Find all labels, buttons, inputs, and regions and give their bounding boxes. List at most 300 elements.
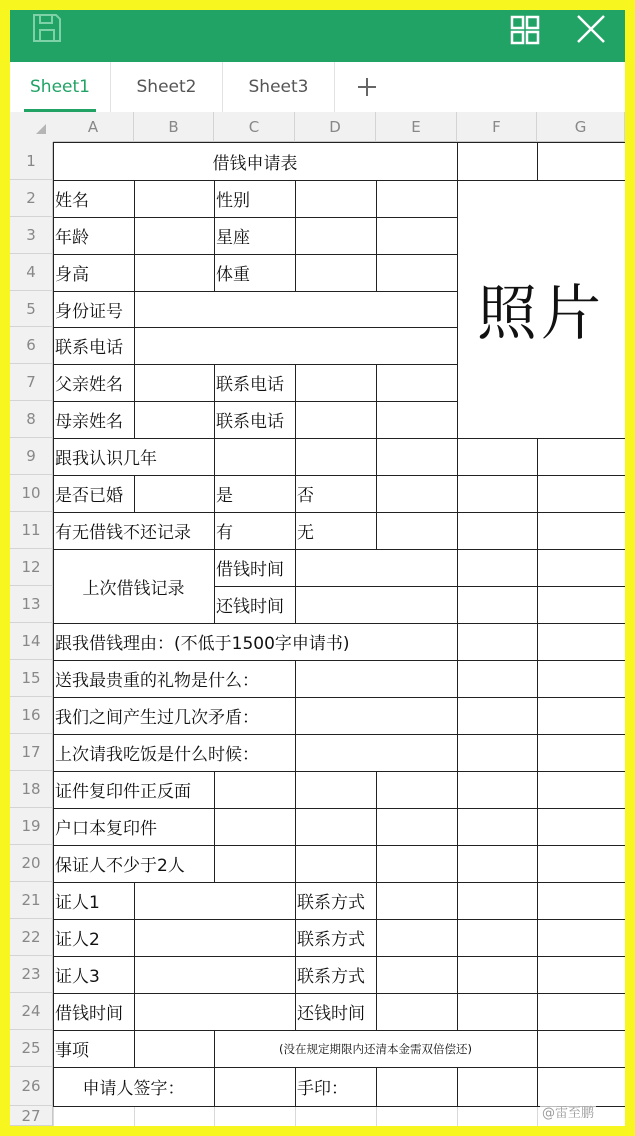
cell-border <box>625 956 626 994</box>
cell-border <box>53 364 135 365</box>
cell-return-time-value[interactable] <box>376 993 457 1030</box>
cell-border <box>457 623 458 661</box>
cell-married-no[interactable]: 否 <box>295 475 376 512</box>
cell-default-yes[interactable]: 有 <box>214 512 295 549</box>
cell-border <box>53 697 54 735</box>
column-header-c[interactable]: C <box>214 112 295 142</box>
row-header-9[interactable]: 9 <box>10 438 53 475</box>
cell-id-value[interactable] <box>134 291 457 327</box>
cell-border <box>295 549 296 587</box>
row-header-2[interactable]: 2 <box>10 180 53 217</box>
row-header-18[interactable]: 18 <box>10 771 53 808</box>
cell-border <box>134 254 135 292</box>
cell-border <box>537 808 538 846</box>
column-header-e[interactable]: E <box>376 112 457 142</box>
cell-e9[interactable] <box>376 438 457 475</box>
cell-return-time-label[interactable]: 还钱时间 <box>295 993 376 1030</box>
cell-border <box>625 919 626 957</box>
cell-g25[interactable] <box>537 1030 625 1067</box>
cell-border <box>295 254 296 292</box>
cell-title[interactable]: 借钱申请表 <box>53 142 457 180</box>
row-header-21[interactable]: 21 <box>10 882 53 919</box>
cell-border <box>537 475 538 513</box>
row-header-23[interactable]: 23 <box>10 956 53 993</box>
cell-father-phone-value[interactable] <box>295 364 376 401</box>
cell-g11[interactable] <box>537 512 625 549</box>
cell-border <box>625 660 626 698</box>
cell-border <box>295 993 377 994</box>
cell-age-value[interactable] <box>134 217 214 254</box>
cell-name-label[interactable]: 姓名 <box>53 180 134 217</box>
cell-f12[interactable] <box>457 549 537 586</box>
cell-border <box>457 993 458 1031</box>
cell-border <box>295 697 296 735</box>
cell-border <box>295 217 377 218</box>
cell-border <box>537 919 626 920</box>
cell-e8[interactable] <box>376 401 457 438</box>
cell-f14[interactable] <box>457 623 537 660</box>
row-header-1[interactable]: 1 <box>10 142 53 180</box>
cell-border <box>295 180 377 181</box>
cell-border <box>214 512 215 550</box>
cell-border <box>537 586 626 587</box>
cell-border <box>457 697 538 698</box>
row-header-24[interactable]: 24 <box>10 993 53 1030</box>
cell-d9[interactable] <box>295 438 376 475</box>
row-header-16[interactable]: 16 <box>10 697 53 734</box>
cell-border <box>537 142 538 181</box>
cell-witness1-contact-label[interactable]: 联系方式 <box>295 882 376 919</box>
cell-border <box>625 734 626 772</box>
cell-border <box>376 217 377 255</box>
cell-borrow-time-label[interactable]: 借钱时间 <box>214 549 295 586</box>
cell-matter-value[interactable] <box>134 1030 214 1067</box>
cell-witness2-label[interactable]: 证人2 <box>53 919 134 956</box>
row-header-7[interactable]: 7 <box>10 364 53 401</box>
cell-loan-time-value[interactable] <box>134 993 295 1030</box>
cell-border <box>214 549 215 587</box>
row-header-11[interactable]: 11 <box>10 512 53 549</box>
cell-border <box>457 586 458 624</box>
cell-fingerprint-value[interactable] <box>376 1067 457 1106</box>
cell-border <box>457 512 538 513</box>
column-header-g[interactable]: G <box>537 112 625 142</box>
cell-matter-note[interactable]: (没在规定期限内还清本金需双倍偿还) <box>214 1030 537 1067</box>
cell-border <box>134 1030 215 1031</box>
cell-d19[interactable] <box>295 808 376 845</box>
cell-border <box>214 808 215 846</box>
cell-border <box>376 254 377 292</box>
cell-married-yes[interactable]: 是 <box>214 475 295 512</box>
cell-meal-value[interactable] <box>295 734 457 771</box>
cell-border <box>295 845 296 883</box>
cell-border <box>214 217 296 218</box>
cell-e4[interactable] <box>376 254 457 291</box>
cell-border <box>537 549 626 550</box>
cell-border <box>457 808 458 846</box>
cell-border <box>295 734 296 772</box>
row-header-13[interactable]: 13 <box>10 586 53 623</box>
cell-gender-value[interactable] <box>295 180 376 217</box>
cell-border <box>537 956 626 957</box>
cell-father-phone-label[interactable]: 联系电话 <box>214 364 295 401</box>
cell-f23[interactable] <box>457 956 537 993</box>
cell-border <box>134 291 135 328</box>
cell-witness1-value[interactable] <box>134 882 295 919</box>
cell-border <box>134 919 135 957</box>
row-header-17[interactable]: 17 <box>10 734 53 771</box>
cell-witness3-label[interactable]: 证人3 <box>53 956 134 993</box>
cell-border <box>214 586 215 624</box>
cell-border <box>376 254 458 255</box>
cell-mother-value[interactable] <box>134 401 214 438</box>
cell-e3[interactable] <box>376 217 457 254</box>
cell-border <box>53 882 54 920</box>
cell-e7[interactable] <box>376 364 457 401</box>
cell-border <box>214 549 296 550</box>
cell-border <box>134 254 215 255</box>
cell-phone-label[interactable]: 联系电话 <box>53 327 134 364</box>
cell-guarantor-value[interactable] <box>214 845 295 882</box>
cell-border <box>537 549 538 587</box>
cell-age-label[interactable]: 年龄 <box>53 217 134 254</box>
cell-father-value[interactable] <box>134 364 214 401</box>
cell-border <box>53 882 135 883</box>
cell-signature-label[interactable]: 申请人签字： <box>53 1067 214 1106</box>
row-header-10[interactable]: 10 <box>10 475 53 512</box>
cell-border <box>457 142 538 143</box>
cell-married-label[interactable]: 是否已婚 <box>53 475 134 512</box>
cell-f19[interactable] <box>457 808 537 845</box>
cell-border <box>295 993 296 1031</box>
cell-border <box>134 364 135 402</box>
cell-border <box>625 771 626 809</box>
cell-border <box>376 919 458 920</box>
cell-matter-label[interactable]: 事项 <box>53 1030 134 1067</box>
cell-zodiac-value[interactable] <box>295 217 376 254</box>
cell-border <box>295 512 377 513</box>
cell-border <box>457 660 538 661</box>
cell-hukou-value[interactable] <box>214 808 295 845</box>
cell-border <box>295 512 296 550</box>
cell-g26[interactable] <box>537 1067 625 1106</box>
cell-e20[interactable] <box>376 845 457 882</box>
cell-g22[interactable] <box>537 919 625 956</box>
cell-border <box>537 438 626 439</box>
cell-witness3-contact-label[interactable]: 联系方式 <box>295 956 376 993</box>
cell-g18[interactable] <box>537 771 625 808</box>
cell-border <box>134 475 215 476</box>
cell-border <box>214 401 215 439</box>
cell-border <box>376 364 458 365</box>
cell-height-value[interactable] <box>134 254 214 291</box>
cell-border <box>537 512 626 513</box>
row-header-5[interactable]: 5 <box>10 291 53 327</box>
cell-d18[interactable] <box>295 771 376 808</box>
cell-gift-label[interactable]: 送我最贵重的礼物是什么： <box>53 660 295 697</box>
cell-g17[interactable] <box>537 734 625 771</box>
cell-border <box>134 180 215 181</box>
row-header-19[interactable]: 19 <box>10 808 53 845</box>
cell-e10[interactable] <box>376 475 457 512</box>
cell-witness1-contact-value[interactable] <box>376 882 457 919</box>
cell-border <box>295 882 377 883</box>
cell-border <box>214 364 215 402</box>
cell-witness3-contact-value[interactable] <box>376 956 457 993</box>
cell-border <box>537 1030 626 1031</box>
cell-border <box>376 808 377 846</box>
cell-f16[interactable] <box>457 697 537 734</box>
cell-border <box>214 1067 296 1068</box>
cell-border <box>537 845 538 883</box>
cell-border <box>295 1067 377 1068</box>
cell-border <box>457 771 538 772</box>
cell-border <box>376 475 458 476</box>
cell-border <box>457 1106 538 1107</box>
cell-border <box>214 512 296 513</box>
cell-phone-value[interactable] <box>134 327 457 364</box>
cell-border <box>376 919 377 957</box>
row-header-26[interactable]: 26 <box>10 1067 53 1106</box>
column-header-b[interactable]: B <box>134 112 214 142</box>
cell-border <box>53 217 135 218</box>
cell-border <box>537 771 538 809</box>
cell-border <box>457 291 458 328</box>
column-header-a[interactable]: A <box>53 112 134 142</box>
cell-f18[interactable] <box>457 771 537 808</box>
cell-border <box>53 808 215 809</box>
cell-weight-value[interactable] <box>295 254 376 291</box>
row-header-14[interactable]: 14 <box>10 623 53 660</box>
row-header-3[interactable]: 3 <box>10 217 53 254</box>
row-header-25[interactable]: 25 <box>10 1030 53 1067</box>
cell-border <box>53 845 54 883</box>
cell-mother-phone-label[interactable]: 联系电话 <box>214 401 295 438</box>
cell-father-label[interactable]: 父亲姓名 <box>53 364 134 401</box>
cell-g14[interactable] <box>537 623 625 660</box>
cell-border <box>134 1030 135 1068</box>
cell-border <box>53 956 54 994</box>
cell-default-label[interactable]: 有无借钱不还记录 <box>53 512 214 549</box>
cell-border <box>53 254 54 292</box>
cell-border <box>295 919 377 920</box>
cell-f13[interactable] <box>457 586 537 623</box>
cell-border <box>295 660 296 698</box>
cell-border <box>53 142 54 181</box>
cell-border <box>625 1030 626 1068</box>
cell-border <box>537 1067 626 1068</box>
cell-f10[interactable] <box>457 475 537 512</box>
cell-g9[interactable] <box>537 438 625 475</box>
cell-border <box>457 327 458 365</box>
cell-border <box>457 475 458 513</box>
cell-conflicts-label[interactable]: 我们之间产生过几次矛盾： <box>53 697 295 734</box>
cell-border <box>537 512 538 550</box>
cell-f24[interactable] <box>457 993 537 1030</box>
cell-border <box>295 734 458 735</box>
cell-id-copy-value[interactable] <box>214 771 295 808</box>
cell-e18[interactable] <box>376 771 457 808</box>
cell-f9[interactable] <box>457 438 537 475</box>
row-header-22[interactable]: 22 <box>10 919 53 956</box>
cell-border <box>457 882 538 883</box>
cell-g20[interactable] <box>537 845 625 882</box>
cell-border <box>457 475 538 476</box>
cell-border <box>214 475 296 476</box>
cell-e2[interactable] <box>376 180 457 217</box>
cell-border <box>295 401 296 439</box>
cell-e11[interactable] <box>376 512 457 549</box>
cell-border <box>625 1067 626 1107</box>
cell-border <box>295 1106 377 1107</box>
cell-border <box>295 771 296 809</box>
cell-g24[interactable] <box>537 993 625 1030</box>
cell-f15[interactable] <box>457 660 537 697</box>
cell-border <box>53 142 458 143</box>
cell-f20[interactable] <box>457 845 537 882</box>
cell-border <box>376 401 377 439</box>
cell-signature-value[interactable] <box>214 1067 295 1106</box>
cell-g10[interactable] <box>537 475 625 512</box>
cell-border <box>134 956 135 994</box>
cell-b10[interactable] <box>134 475 214 512</box>
cell-border <box>53 623 54 661</box>
cell-f21[interactable] <box>457 882 537 919</box>
cell-d20[interactable] <box>295 845 376 882</box>
cell-g13[interactable] <box>537 586 625 623</box>
cell-witness3-value[interactable] <box>134 956 295 993</box>
column-header-f[interactable]: F <box>457 112 537 142</box>
cell-last-record-label[interactable]: 上次借钱记录 <box>53 549 214 623</box>
cell-height-label[interactable]: 身高 <box>53 254 134 291</box>
cell-border <box>214 1030 538 1031</box>
cell-f17[interactable] <box>457 734 537 771</box>
cell-f1[interactable] <box>457 142 537 180</box>
cell-border <box>457 919 538 920</box>
cell-border <box>625 623 626 661</box>
cell-g15[interactable] <box>537 660 625 697</box>
cell-border <box>457 993 538 994</box>
cell-reason[interactable]: 跟我借钱理由：(不低于1500字申请书) <box>53 623 457 660</box>
cell-g21[interactable] <box>537 882 625 919</box>
cell-border <box>134 956 296 957</box>
cell-border <box>214 364 296 365</box>
row-header-15[interactable]: 15 <box>10 660 53 697</box>
cell-border <box>376 475 377 513</box>
cell-border <box>537 660 626 661</box>
cell-mother-label[interactable]: 母亲姓名 <box>53 401 134 438</box>
column-header-d[interactable]: D <box>295 112 376 142</box>
cell-border <box>134 993 135 1031</box>
cell-border <box>295 956 296 994</box>
cell-border <box>53 771 215 772</box>
cell-border <box>214 808 296 809</box>
cell-g12[interactable] <box>537 549 625 586</box>
cell-border <box>625 697 626 735</box>
row-header-20[interactable]: 20 <box>10 845 53 882</box>
cell-g23[interactable] <box>537 956 625 993</box>
cell-conflicts-value[interactable] <box>295 697 457 734</box>
watermark: @雷至鹏 <box>540 1104 596 1124</box>
cell-zodiac-label[interactable]: 星座 <box>214 217 295 254</box>
cell-border <box>53 475 135 476</box>
cell-witness2-contact-label[interactable]: 联系方式 <box>295 919 376 956</box>
cell-border <box>295 401 377 402</box>
cell-border <box>295 549 458 550</box>
tab-label: Sheet2 <box>136 77 197 97</box>
cell-witness2-value[interactable] <box>134 919 295 956</box>
cell-g16[interactable] <box>537 697 625 734</box>
cell-witness2-contact-value[interactable] <box>376 919 457 956</box>
cell-border <box>53 734 296 735</box>
cell-border <box>376 845 458 846</box>
cell-id-copy-label[interactable]: 证件复印件正反面 <box>53 771 214 808</box>
cell-weight-label[interactable]: 体重 <box>214 254 295 291</box>
cell-years-value[interactable] <box>214 438 295 475</box>
cell-border <box>134 217 135 255</box>
cell-border <box>537 734 538 772</box>
cell-border <box>537 586 538 624</box>
cell-gift-value[interactable] <box>295 660 457 697</box>
cell-border <box>53 327 54 365</box>
cell-f26[interactable] <box>457 1067 537 1106</box>
cell-meal-label[interactable]: 上次请我吃饭是什么时候： <box>53 734 295 771</box>
cell-guarantor-label[interactable]: 保证人不少于2人 <box>53 845 214 882</box>
cell-e19[interactable] <box>376 808 457 845</box>
cell-f11[interactable] <box>457 512 537 549</box>
cell-id-label[interactable]: 身份证号 <box>53 291 134 327</box>
row-header-4[interactable]: 4 <box>10 254 53 291</box>
cell-border <box>537 475 626 476</box>
cell-border <box>295 771 377 772</box>
row-header-6[interactable]: 6 <box>10 327 53 364</box>
cell-hukou-label[interactable]: 户口本复印件 <box>53 808 214 845</box>
row-header-8[interactable]: 8 <box>10 401 53 438</box>
cell-borrow-time-value[interactable] <box>295 549 457 586</box>
cell-border <box>625 586 626 624</box>
cell-loan-time-label[interactable]: 借钱时间 <box>53 993 134 1030</box>
cell-border <box>214 254 296 255</box>
cell-fingerprint-label[interactable]: 手印： <box>295 1067 376 1106</box>
cell-border <box>537 771 626 772</box>
cell-border <box>295 660 458 661</box>
row-header-12[interactable]: 12 <box>10 549 53 586</box>
cell-border <box>376 882 377 920</box>
cell-border <box>295 697 458 698</box>
cell-photo[interactable]: 照片 <box>457 180 625 438</box>
cell-border <box>134 882 296 883</box>
cell-g19[interactable] <box>537 808 625 845</box>
cell-border <box>376 401 458 402</box>
cell-border <box>537 845 626 846</box>
cell-default-no[interactable]: 无 <box>295 512 376 549</box>
cell-repay-time-value[interactable] <box>295 586 457 623</box>
cell-name-value[interactable] <box>134 180 214 217</box>
cell-repay-time-label[interactable]: 还钱时间 <box>214 586 295 623</box>
cell-gender-label[interactable]: 性别 <box>214 180 295 217</box>
cell-border <box>214 1106 296 1107</box>
cell-border <box>376 993 377 1031</box>
cell-witness1-label[interactable]: 证人1 <box>53 882 134 919</box>
row-header-27[interactable]: 27 <box>10 1106 53 1126</box>
cell-mother-phone-value[interactable] <box>295 401 376 438</box>
cell-g1[interactable] <box>537 142 625 180</box>
cell-years-label[interactable]: 跟我认识几年 <box>53 438 214 475</box>
cell-f22[interactable] <box>457 919 537 956</box>
cell-border <box>53 660 54 698</box>
cell-border <box>376 771 458 772</box>
cell-border <box>53 734 54 772</box>
